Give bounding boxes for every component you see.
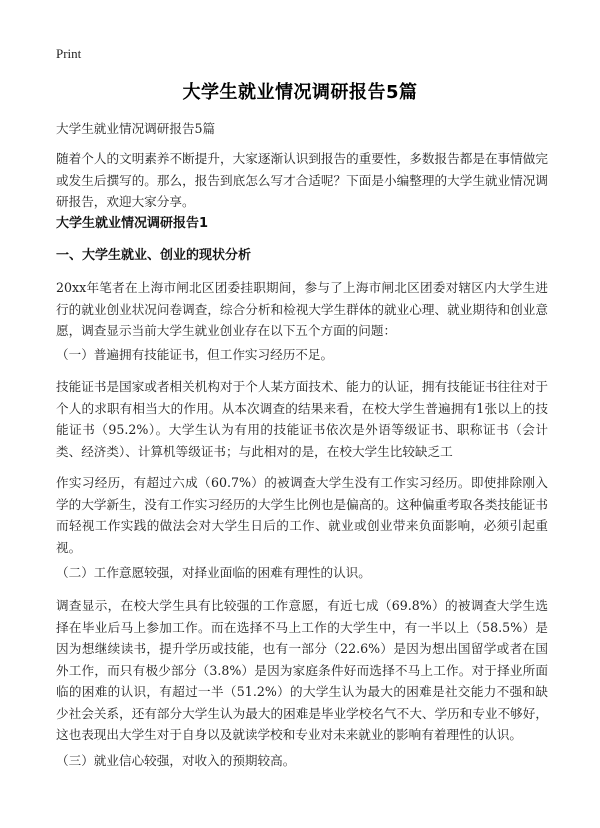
paragraph-3: 作实习经历，有超过六成（60.7%）的被调查大学生没有工作实习经历。即使排除刚入学的大学新生，没有工作实习经历的大学生比例也是偏高的。这种偏重考取各类技能证书而轻视工作实践的做法会对大学生日后的工作、就业或创业带来负面影响，必须引起重视。: [56, 475, 548, 555]
point-1: （一）普遍拥有技能证书，但工作实习经历不足。: [56, 347, 334, 362]
report-heading: 大学生就业情况调研报告1: [56, 216, 209, 231]
section1-heading: 一、大学生就业、创业的现状分析: [56, 248, 252, 263]
paragraph-4: 调查显示，在校大学生具有比较强的工作意愿，有近七成（69.8%）的被调查大学生选择在毕业后马上参加工作。而在选择不马上工作的大学生中，有一半以上（58.5%）是因为想继续读书，提升学历或技能，也有一部分（22.6%）是因为想出国留学或者在国外工作，而只有极少部分（3.8%）是因为家庭条件好而选择不马上工作。对于择业所面临的困难的认识，有超过一半（51.2%）的大学生认为最大的困难是社交能力不强和缺少社会关系，还有部分大学生认为最大的困难是毕业学校名气不大、学历和专业不够好，这也表现出大学生对于自身以及就读学校和专业对未来就业的影响有着理性的认识。: [56, 598, 548, 742]
print-link[interactable]: Print: [56, 46, 82, 61]
paragraph-1: 20xx年笔者在上海市闸北区团委挂职期间，参与了上海市闸北区团委对辖区内大学生进行的就业创业状况问卷调查，综合分析和检视大学生群体的就业心理、就业期待和创业意愿，调查显示当前大学生就业创业存在以下五个方面的问题：: [56, 280, 548, 338]
point-3: （三）就业信心较强，对收入的预期较高。: [56, 753, 296, 768]
document-title: 大学生就业情况调研报告5篇: [182, 82, 418, 103]
document-subtitle: 大学生就业情况调研报告5篇: [56, 121, 216, 136]
point-2: （二）工作意愿较强，对择业面临的困难有理性的认识。: [56, 565, 371, 580]
intro-paragraph: 随着个人的文明素养不断提升，大家逐渐认识到报告的重要性，多数报告都是在事情做完或发生后撰写的。那么，报告到底怎么写才合适呢？下面是小编整理的大学生就业情况调研报告，欢迎大家分享。: [56, 151, 548, 209]
paragraph-2: 技能证书是国家或者相关机构对于个人某方面技术、能力的认证，拥有技能证书往往对于个人的求职有相当大的作用。从本次调查的结果来看，在校大学生普遍拥有1张以上的技能证书（95.2%）。大学生认为有用的技能证书依次是外语等级证书、职称证书（会计类、经济类）、计算机等级证书；与此相对的是，在校大学生比较缺乏工: [56, 379, 548, 459]
